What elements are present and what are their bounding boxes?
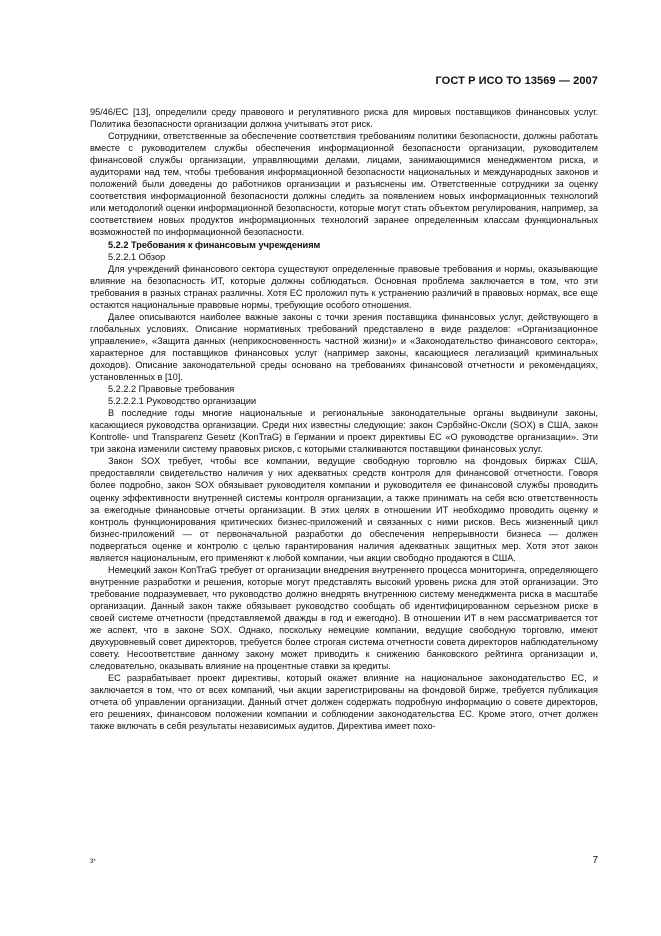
- document-header: ГОСТ Р ИСО ТО 13569 — 2007: [435, 75, 598, 87]
- paragraph-eu-directive: ЕС разрабатывает проект директивы, который окажет влияние на национальное законодательство ЕС, и заключается в том, что от всех компаний, чьи акции зарегистрированы на фондовой бирже, требуется публикация отчета об управлении организации. Данный отчет должен содержать подробную информацию о совете директоров, его решениях, финансовом положении компании и соблюдении законодательства ЕС. Кроме этого, отчет должен также включать в себя результаты независимых аудитов. Директива имеет похо-: [90, 673, 598, 732]
- paragraph-sox: Закон SOX требует, чтобы все компании, ведущие свободную торговлю на фондовых биржах США, предоставляли свидетельство наличия у них адекватных средств контроля для финансовой отчетности. Говоря более подробно, закон SOX обязывает руководителя компании и руководителя ее финансовой службы проводить оценку эффективности внутренней системы контроля организации, а также принимать на себя всю ответственность за ежегодные финансовые отчеты организации. В этих целях в отношении ИТ необходимо проводить оценку и контроль функционирования критических бизнес-приложений и связанных с ними рисков. Весь жизненный цикл бизнес-приложений — от первоначальной разработки до обеспечения непрерывности бизнеса — должен подвергаться оценке и контролю с целью гарантирования наличия адекватных защитных мер. Хотя этот закон является национальным, его применяют к любой компании, чьи акции свободно продаются в США.: [90, 456, 598, 563]
- paragraph-overview: Для учреждений финансового сектора существуют определенные правовые требования и нормы, оказывающие влияние на безопасность ИТ, которые должны соблюдаться. Основная проблема заключается в том, что эти требования в разных странах различны. Хотя ЕС проложил путь к устранению различий в правовых нормах, все еще остаются национальные правовые нормы, требующие особого отношения.: [90, 263, 598, 310]
- page-number: 7: [592, 855, 598, 866]
- paragraph-compliance-staff: Сотрудники, ответственные за обеспечение соответствия требованиям политики безопасности, должны работать вместе с руководителем службы обеспечения информационной безопасности организации, руководителем финансовой службы организации, управляющими делами, лицами, занимающимися менеджментом риска, и аудиторами над тем, чтобы требования информационной безопасности национальных и международных законов и положений были доведены до работников организации и разъяснены им. Ответственные сотрудники за оценку соответствия информационной безопасности должны следить за появлением новых информационных технологий или методологий оценки информационной безопасности, которые могут стать объектом регулирования, например, за соответствием новых продуктов информационных технологий заранее определенным классам функциональных возможностей по информационной безопасности.: [90, 131, 598, 238]
- paragraph-laws-description: Далее описываются наиболее важные законы с точки зрения поставщика финансовых услуг, действующего в глобальных условиях. Описание нормативных требований представлено в виде разделов: «Организационное управление», «Защита данных (неприкосновенность частной жизни)» и «Законодательство финансового сектора», характерное для поставщиков финансовых услуг (например законы, касающиеся легализаций криминальных доходов). Описание законодательной среды основано на требованиях финансовой отчетности и рекомендациях, установленных в [10].: [90, 311, 598, 383]
- document-body: [90, 106, 598, 732]
- subsection-heading-5-2-2-2: 5.2.2.2 Правовые требования: [108, 384, 235, 395]
- paragraph-kontrag: Немецкий закон KonTraG требует от организации внедрения внутреннего процесса мониторинга, определяющего внутренние разработки и решения, которые могут представлять высокий уровень риска для этой организации. Это требование подразумевает, что руководство должно внедрять внутреннюю систему менеджмента риска в масштабе организации. Данный закон также обязывает руководство сообщать об идентифицированном серьезном риске в своей системе отчетности (представляемой дважды в год и ежегодно). В отношении ИТ в нем рассматривается тот же аспект, что в законе SOX. Однако, поскольку немецкие компании, ведущие свободную торговлю, имеют двухуровневый совет директоров, требуется более строгая система отчетности совета директоров наблюдательному совету. Несоответствие данному закону может приводить к снижению банковского рейтинга организации и, следовательно, оказывать влияние на процентные ставки за кредиты.: [90, 564, 598, 672]
- section-heading-5-2-2: 5.2.2 Требования к финансовым учреждениям: [108, 239, 321, 250]
- paragraph-governance-laws: В последние годы многие национальные и региональные законодательные органы выдвинули законы, касающиеся руководства организации. Среди них известны следующие: закон Сэрбэйнс-Оксли (SOX) в США, закон Kontrolle- und Transparenz Gesetz (KonTraG) в Германии и проект директивы ЕС «О руководстве организации». Эти три закона изменили систему правовых рисков, с которыми сталкиваются поставщики финансовых услуг.: [90, 408, 598, 455]
- paragraph-continuation: 95/46/EC [13], определили среду правового и регулятивного риска для мировых поставщиков финансовых услуг. Политика безопасности организации должна учитывать этот риск.: [90, 107, 598, 130]
- subsection-heading-5-2-2-1: 5.2.2.1 Обзор: [108, 251, 166, 262]
- footer-mark: 3*: [90, 859, 96, 865]
- subsection-heading-5-2-2-2-1: 5.2.2.2.1 Руководство организации: [108, 396, 257, 407]
